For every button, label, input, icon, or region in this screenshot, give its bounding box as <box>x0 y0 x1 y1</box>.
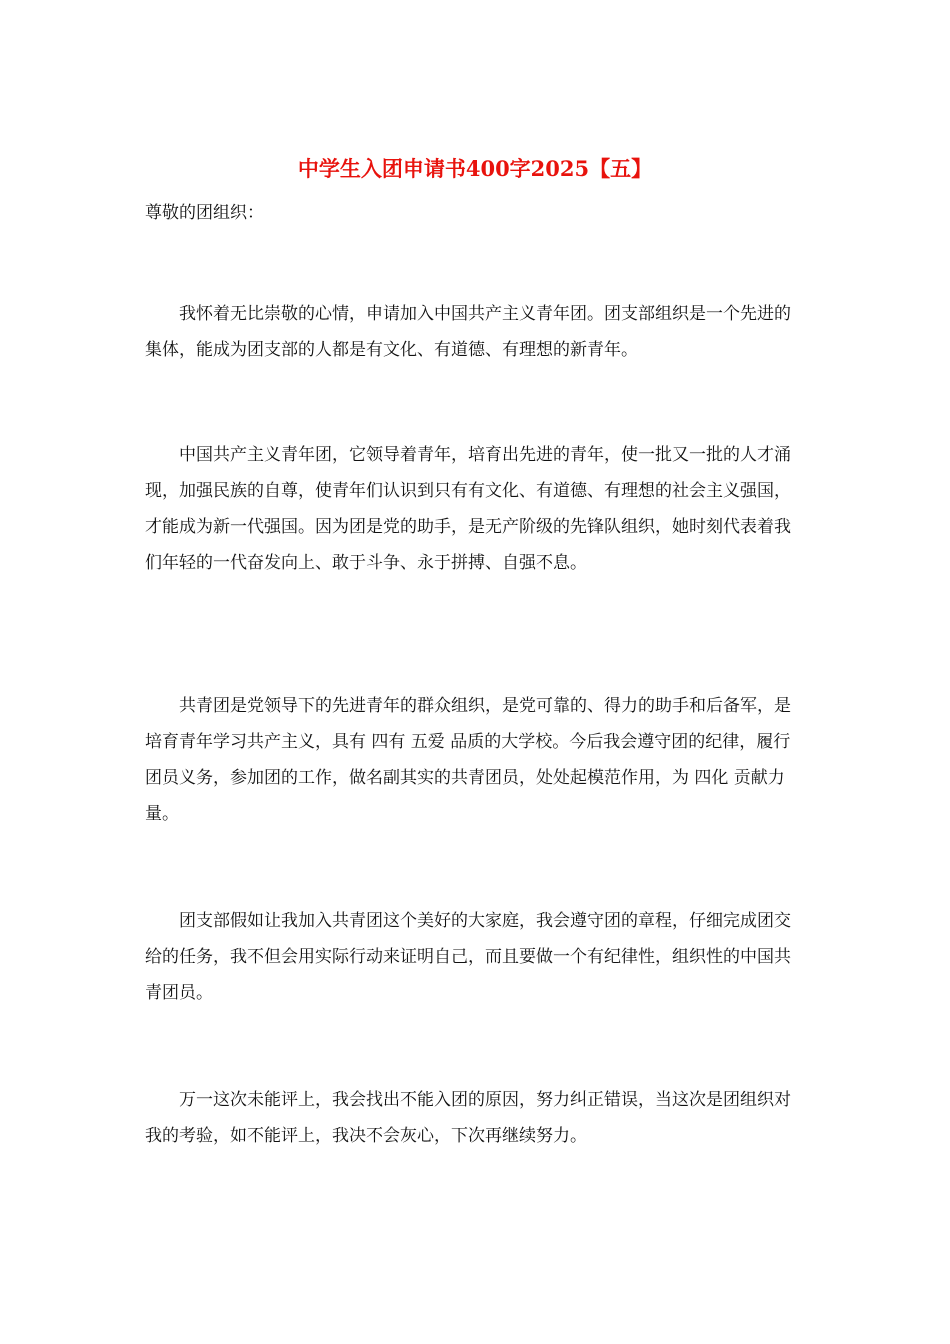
paragraph-4: 团支部假如让我加入共青团这个美好的大家庭，我会遵守团的章程，仔细完成团交给的任务，我不但会用实际行动来证明自己，而且要做一个有纪律性，组织性的中国共青团员。 <box>145 911 791 1003</box>
paragraph-3: 共青团是党领导下的先进青年的群众组织，是党可靠的、得力的助手和后备军，是培育青年学习共产主义，具有 四有 五爱 品质的大学校。今后我会遵守团的纪律，履行团员义务，参加团的工作，做名副其实的共青团员，处处起模范作用，为 四化 贡献力量。 <box>145 696 791 824</box>
paragraph-2: 中国共产主义青年团，它领导着青年，培育出先进的青年，使一批又一批的人才涌现，加强民族的自尊，使青年们认识到只有有文化、有道德、有理想的社会主义强国，才能成为新一代强国。因为团是党的助手，是无产阶级的先锋队组织，她时刻代表着我们年轻的一代奋发向上、敢于斗争、永于拼搏、自强不息。 <box>145 445 791 573</box>
document-title: 中学生入团申请书400字2025【五】 <box>297 156 653 181</box>
paragraph-5: 万一这次未能评上，我会找出不能入团的原因，努力纠正错误，当这次是团组织对我的考验，如不能评上，我决不会灰心，下次再继续努力。 <box>145 1090 791 1146</box>
salutation: 尊敬的团组织： <box>145 203 264 223</box>
paragraph-1: 我怀着无比崇敬的心情，申请加入中国共产主义青年团。团支部组织是一个先进的集体，能成为团支部的人都是有文化、有道德、有理想的新青年。 <box>145 304 791 360</box>
